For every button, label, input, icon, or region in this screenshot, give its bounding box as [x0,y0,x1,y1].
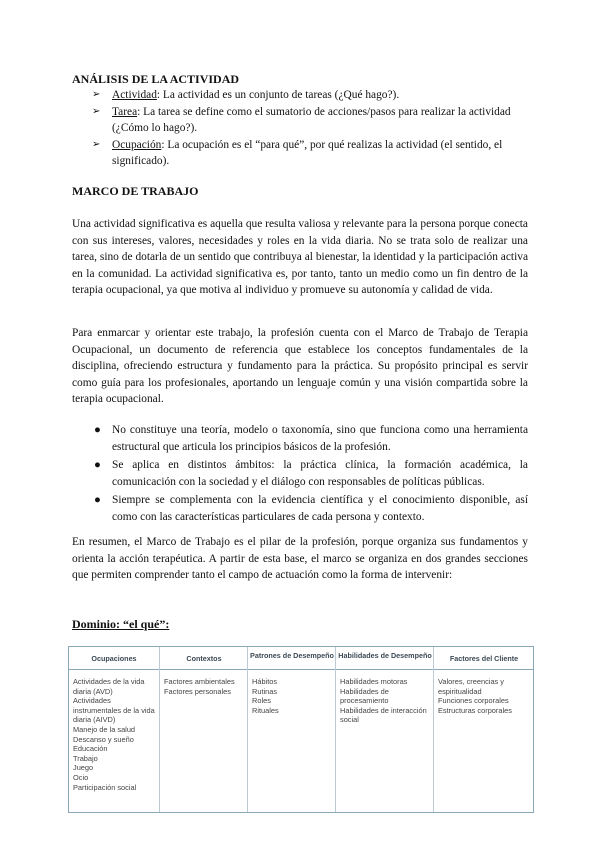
definition-ocupacion: : La ocupación es el “para qué”, por qué realizas la actividad (el sentido, el significado). [112,138,503,167]
bullet-text: Siempre se complementa con la evidencia científica y el conocimiento disponible, así como con las características particulares de cada persona y contexto. [112,494,528,523]
table-cell: Manejo de la salud [73,724,136,734]
column-cells [252,677,333,715]
domain-table [68,646,534,813]
column-header: Habilidades de Desempeño [338,651,432,660]
arrow-bullet-icon: ➢ [92,89,101,100]
table-cell: Rutinas [252,686,278,696]
table-cell: Descanso y sueño [73,734,134,744]
column-factores-cliente [433,647,534,812]
table-cell: Actividades de la vida diaria (AVD) [73,677,145,696]
table-cell: Actividades instrumentales de la vida diaria (AIVD) [73,696,155,725]
arrow-bullet-icon: ➢ [92,105,101,117]
column-cells [438,677,531,715]
table-cell: Estructuras corporales [438,705,512,715]
table-cell: Habilidades motoras [340,677,408,686]
table-cell: Trabajo [73,753,98,763]
definition-tarea: : La tarea se define como el sumatorio de acciones/pasos para realizar la actividad (¿Cómo lo hago?). [112,105,511,134]
bullet-list [92,422,528,527]
bullet-text: Se aplica en distintos ámbitos: la práctica clínica, la formación académica, la comunicación con la sociedad y el diálogo con responsables de políticas públicas. [112,459,528,488]
paragraph-actividad-significativa: Una actividad significativa es aquella que resulta valiosa y relevante para la persona porque conecta con sus intereses, valores, necesidades y roles en la vida diaria. No se trata solo de realizar una tarea, sino de dotarla de un sentido que contribuya al bienestar, la identidad y la participación activa en la comunidad. La actividad significativa es, por tanto, tanto un medio como un fin dentro de la terapia ocupacional, ya que motiva al individuo y promueve su autonomía y calidad de vida. [72,218,528,296]
column-cells [340,677,431,725]
column-header: Contextos [186,654,222,663]
table-cell: Hábitos [252,677,278,686]
list-item [92,457,528,490]
table-cell: Habilidades de procesamiento [340,686,389,706]
table-cell: Funciones corporales [438,696,509,706]
table-cell: Educación [73,744,108,754]
paragraph-marco-trabajo: Para enmarcar y orientar este trabajo, la profesión cuenta con el Marco de Trabajo de Terapia Ocupacional, un documento de referencia que establece los conceptos fundamentales de la disciplina, ofreciendo estructura y fundamento para la práctica. Su propósito principal es servir como guía para los profesionales, aportando un lenguaje común y una visión compartida sobre la terapia ocupacional. [72,327,528,405]
list-item [92,422,528,455]
column-cells [73,677,156,792]
column-habilidades [335,647,434,812]
bullet-dot-icon: ● [94,424,101,436]
bullet-text: No constituye una teoría, modelo o taxonomía, sino que funciona como una herramienta estructural que articula los principios básicos de la profesión. [112,424,528,453]
definition-actividad: : La actividad es un conjunto de tareas (¿Qué hago?). [156,89,400,101]
column-ocupaciones [69,647,159,812]
column-header: Ocupaciones [91,654,137,663]
column-cells [164,677,245,696]
term-ocupacion: Ocupación [112,138,162,151]
column-contextos [159,647,248,812]
table-cell: Factores personales [164,686,231,696]
bullet-dot-icon: ● [94,459,101,471]
table-cell: Participación social [73,782,137,792]
table-cell: Juego [73,763,94,773]
table-cell: Roles [252,696,271,706]
list-item [92,87,528,104]
analysis-list [92,87,528,170]
paragraph-resumen: En resumen, el Marco de Trabajo es el pilar de la profesión, porque organiza sus fundamentos y orienta la acción terapéutica. A partir de esta base, el marco se organiza en dos grandes secciones que permiten comprender tanto el campo de actuación como la forma de intervenir: [72,536,528,581]
table-cell: Factores ambientales [164,677,235,686]
list-item [92,137,528,170]
bullet-dot-icon: ● [94,494,101,506]
table-cell: Ocio [73,772,89,782]
heading-analisis: ANÁLISIS DE LA ACTIVIDAD [72,72,240,86]
column-patrones [247,647,336,812]
term-actividad: Actividad [112,89,157,101]
arrow-bullet-icon: ➢ [92,138,101,150]
table-cell: Valores, creencias y espiritualidad [438,677,504,696]
table-cell: Rituales [252,705,279,715]
heading-marco: MARCO DE TRABAJO [72,184,199,198]
term-tarea: Tarea [112,105,138,118]
column-header: Patrones de Desempeño [250,651,334,660]
domain-title: Dominio: “el qué”: [72,617,170,631]
table-cell: Habilidades de interacción social [340,705,427,725]
list-item [92,104,528,137]
list-item [92,492,528,525]
column-header: Factores del Cliente [449,654,519,663]
